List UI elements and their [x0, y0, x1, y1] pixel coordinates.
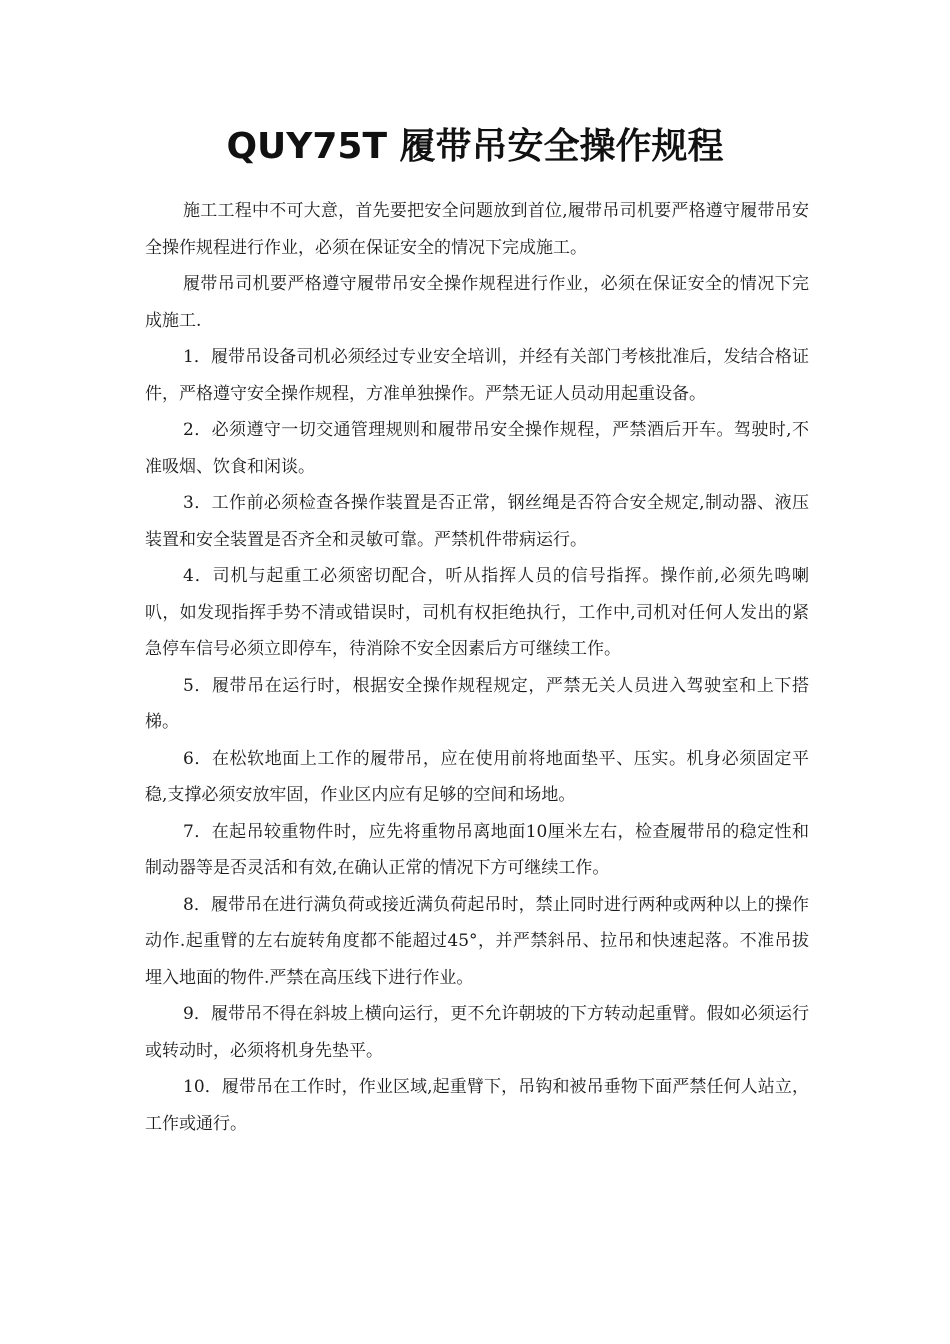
paragraph-requirement: 履带吊司机要严格遵守履带吊安全操作规程进行作业，必须在保证安全的情况下完成施工.	[145, 274, 809, 331]
rule-item-6: 6．在松软地面上工作的履带吊，应在使用前将地面垫平、压实。机身必须固定平稳,支撑必须安放牢固，作业区内应有足够的空间和场地。	[145, 748, 809, 805]
rule-item-1: 1．履带吊设备司机必须经过专业安全培训，并经有关部门考核批准后，发结合格证件，严格遵守安全操作规程，方准单独操作。严禁无证人员动用起重设备。	[145, 347, 809, 404]
rule-item-5: 5．履带吊在运行时，根据安全操作规程规定，严禁无关人员进入驾驶室和上下搭梯。	[145, 675, 809, 732]
document-body	[145, 193, 809, 1142]
rule-item-7: 7．在起吊较重物件时，应先将重物吊离地面10厘米左右，检查履带吊的稳定性和制动器等是否灵活和有效,在确认正常的情况下方可继续工作。	[145, 821, 809, 878]
rule-item-9: 9．履带吊不得在斜坡上横向运行，更不允许朝坡的下方转动起重臂。假如必须运行或转动时，必须将机身先垫平。	[145, 1004, 809, 1061]
rule-item-8: 8．履带吊在进行满负荷或接近满负荷起吊时，禁止同时进行两种或两种以上的操作动作.起重臂的左右旋转角度都不能超过45°，并严禁斜吊、拉吊和快速起落。不准吊拔埋入地面的物件.严禁在高压线下进行作业。	[145, 894, 809, 988]
rule-item-10: 10．履带吊在工作时，作业区域,起重臂下，吊钩和被吊垂物下面严禁任何人站立，工作或通行。	[145, 1077, 809, 1134]
rule-item-2: 2．必须遵守一切交通管理规则和履带吊安全操作规程，严禁酒后开车。驾驶时,不准吸烟、饮食和闲谈。	[145, 420, 809, 477]
rule-item-3: 3．工作前必须检查各操作装置是否正常，钢丝绳是否符合安全规定,制动器、液压装置和安全装置是否齐全和灵敏可靠。严禁机件带病运行。	[145, 493, 809, 550]
paragraph-intro: 施工工程中不可大意，首先要把安全问题放到首位,履带吊司机要严格遵守履带吊安全操作规程进行作业，必须在保证安全的情况下完成施工。	[145, 201, 809, 258]
rule-item-4: 4．司机与起重工必须密切配合，听从指挥人员的信号指挥。操作前,必须先鸣喇叭，如发现指挥手势不清或错误时，司机有权拒绝执行，工作中,司机对任何人发出的紧急停车信号必须立即停车，待消除不安全因素后方可继续工作。	[145, 566, 809, 659]
document-title: QUY75T 履带吊安全操作规程	[226, 126, 724, 167]
